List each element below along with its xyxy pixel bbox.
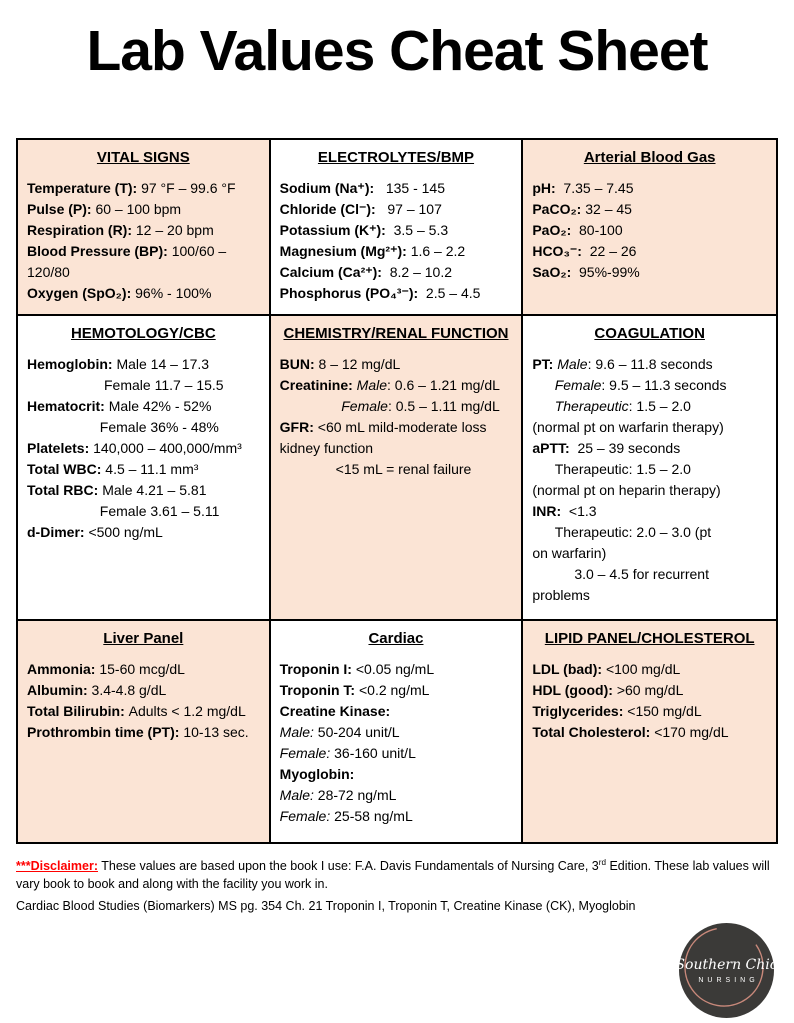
lab-line — [27, 178, 260, 199]
lab-line — [280, 283, 513, 304]
text-segment: <500 ng/mL — [88, 523, 163, 540]
lab-line — [280, 701, 513, 722]
lab-line — [27, 680, 260, 701]
text-segment: Pulse (P): — [27, 200, 96, 217]
lab-line — [27, 396, 260, 417]
brand-logo — [675, 923, 778, 1018]
lab-line — [532, 522, 767, 543]
cell-header-vital-signs: VITAL SIGNS — [96, 149, 190, 166]
lab-line — [532, 178, 767, 199]
text-segment: aPTT: — [532, 439, 574, 456]
text-segment: PT: — [532, 355, 558, 372]
text-segment: 96% - 100% — [135, 284, 212, 301]
text-segment: Female 11.7 – 15.5 — [104, 376, 224, 393]
cell-body — [532, 354, 767, 606]
text-segment: d-Dimer: — [27, 523, 89, 540]
text-segment: Male — [356, 376, 388, 393]
text-segment: Male 4.21 – 5.81 — [102, 481, 207, 498]
text-segment: on warfarin) — [532, 544, 607, 561]
text-segment: Chloride (Cl⁻): — [279, 200, 380, 217]
text-segment: Phosphorus (PO₄³⁻): — [279, 284, 423, 301]
text-segment: Female 3.61 – 5.11 — [99, 502, 220, 519]
text-segment: Female — [554, 376, 602, 393]
text-segment: Sodium (Na⁺): — [279, 179, 379, 196]
cell-coagulation — [523, 316, 776, 621]
text-segment: Temperature (T): — [27, 179, 142, 196]
text-segment: : 0.5 – 1.11 mg/dL — [387, 397, 500, 414]
lab-line — [532, 543, 767, 564]
text-segment: 2.5 – 4.5 — [422, 284, 481, 301]
text-segment: <60 mL mild-moderate loss — [317, 418, 487, 435]
text-segment: 95%-99% — [575, 263, 640, 280]
cell-body — [280, 659, 513, 827]
text-segment: Total Bilirubin: — [27, 702, 129, 719]
text-segment: GFR: — [279, 418, 318, 435]
lab-line — [532, 680, 767, 701]
lab-line — [532, 480, 767, 501]
text-segment: rd — [598, 858, 606, 867]
text-segment: : 1.5 – 2.0 — [628, 397, 691, 414]
text-segment: HCO₃⁻: — [532, 242, 586, 259]
cell-body — [27, 178, 260, 304]
text-segment: Triglycerides: — [532, 702, 628, 719]
text-segment: 140,000 – 400,000/mm³ — [93, 439, 242, 456]
lab-line — [27, 501, 260, 522]
text-segment: <170 mg/dL — [654, 723, 729, 740]
lab-line — [27, 438, 260, 459]
text-segment: 22 – 26 — [585, 242, 637, 259]
lab-line — [532, 438, 767, 459]
text-segment: kidney function — [279, 439, 374, 456]
lab-line — [27, 459, 260, 480]
lab-line — [280, 659, 513, 680]
text-segment: : 9.5 – 11.3 seconds — [601, 376, 727, 393]
lab-line — [27, 241, 260, 262]
text-segment: Male 42% - 52% — [108, 397, 212, 414]
text-segment: 3.4-4.8 g/dL — [91, 681, 167, 698]
lab-line — [280, 722, 513, 743]
text-segment: Ammonia: — [27, 660, 100, 677]
text-segment: 80-100 — [575, 221, 623, 238]
text-segment: 4.5 – 11.1 mm³ — [105, 460, 199, 477]
text-segment: Troponin T: — [279, 681, 359, 698]
lab-line — [280, 417, 513, 438]
text-segment: ***Disclaimer: — [16, 859, 98, 874]
text-segment: Troponin I: — [279, 660, 356, 677]
lab-line — [532, 354, 767, 375]
lab-line — [27, 354, 260, 375]
lab-line — [532, 417, 767, 438]
text-segment: Total Cholesterol: — [532, 723, 655, 740]
disclaimer-paragraph — [16, 898, 778, 916]
lab-line — [280, 396, 513, 417]
lab-line — [27, 375, 260, 396]
text-segment: 25 – 39 seconds — [573, 439, 681, 456]
cell-body — [532, 659, 767, 743]
text-segment: SaO₂: — [532, 263, 576, 280]
text-segment: Potassium (K⁺): — [279, 221, 390, 238]
text-segment: 32 – 45 — [585, 200, 632, 217]
text-segment: These values are based upon the book I use: F.A. Davis Fundamentals of Nursing Care, 3 — [98, 859, 599, 874]
lab-line — [280, 199, 513, 220]
lab-line — [27, 701, 260, 722]
text-segment: 28-72 ng/mL — [317, 786, 397, 803]
lab-line — [27, 283, 260, 304]
cell-body — [280, 354, 513, 480]
lab-line — [532, 564, 767, 585]
text-segment: Male 14 – 17.3 — [116, 355, 210, 372]
logo-brand-name: Southern Chic — [675, 957, 778, 973]
cell-cardiac — [271, 621, 524, 842]
lab-line — [280, 375, 513, 396]
text-segment: Cardiac Blood Studies (Biomarkers) MS pg. 354 Ch. 21 Troponin I, Troponin T, Creatine Kinase (CK), Myoglobin — [16, 899, 636, 914]
text-segment: HDL (good): — [532, 681, 617, 698]
lab-line — [280, 764, 513, 785]
disclaimer — [16, 857, 778, 916]
text-segment: (normal pt on warfarin therapy) — [532, 418, 724, 435]
text-segment: Prothrombin time (PT): — [27, 723, 184, 740]
text-segment: 25-58 ng/mL — [334, 807, 413, 824]
lab-line — [27, 262, 260, 283]
cell-liver-panel — [18, 621, 271, 842]
text-segment: <100 mg/dL — [605, 660, 681, 677]
text-segment: <1.3 — [565, 502, 597, 519]
text-segment: Myoglobin: — [279, 765, 355, 782]
text-segment: INR: — [532, 502, 565, 519]
lab-values-table — [16, 138, 778, 844]
lab-line — [280, 262, 513, 283]
text-segment: Adults < 1.2 mg/dL — [128, 702, 246, 719]
lab-line — [532, 459, 767, 480]
text-segment: 120/80 — [27, 263, 70, 280]
text-segment: : 0.6 – 1.21 mg/dL — [387, 376, 500, 393]
lab-line — [280, 354, 513, 375]
cell-header-liver-panel: Liver Panel — [103, 630, 184, 647]
text-segment: Therapeutic: 2.0 – 3.0 (pt — [554, 523, 712, 540]
text-segment: pH: — [532, 179, 560, 196]
text-segment: 7.35 – 7.45 — [559, 179, 634, 196]
text-segment: Hemoglobin: — [27, 355, 117, 372]
text-segment: Creatine Kinase: — [279, 702, 391, 719]
page-title: Lab Values Cheat Sheet — [86, 19, 708, 83]
text-segment: Therapeutic — [554, 397, 629, 414]
text-segment: Creatinine: — [279, 376, 357, 393]
text-segment: 135 - 145 — [378, 179, 445, 196]
text-segment: 8.2 – 10.2 — [385, 263, 453, 280]
lab-line — [532, 585, 767, 606]
logo-brand-sub: NURSING — [698, 977, 759, 984]
text-segment: BUN: — [279, 355, 319, 372]
cell-electrolytes-bmp — [271, 140, 524, 316]
text-segment: Calcium (Ca²⁺): — [279, 263, 386, 280]
text-segment: <150 mg/dL — [627, 702, 702, 719]
cell-body — [27, 659, 260, 743]
cell-body — [27, 354, 260, 543]
text-segment: Total WBC: — [27, 460, 106, 477]
lab-line — [532, 375, 767, 396]
text-segment: 10-13 sec. — [183, 723, 249, 740]
cell-hematology-cbc — [18, 316, 271, 621]
text-segment: Hematocrit: — [27, 397, 109, 414]
lab-line — [280, 743, 513, 764]
text-segment: Female: — [279, 807, 335, 824]
cell-header-arterial-blood-gas: Arterial Blood Gas — [583, 149, 716, 166]
text-segment: >60 mg/dL — [616, 681, 684, 698]
text-segment: Edition. These lab values will vary book to book and along with the facility you work in. — [16, 859, 770, 891]
text-segment: Male: — [279, 786, 318, 803]
text-segment: Albumin: — [27, 681, 92, 698]
lab-line — [27, 220, 260, 241]
cell-header-coagulation: COAGULATION — [594, 325, 705, 342]
cell-header-chemistry-renal-function: CHEMISTRY/RENAL FUNCTION — [283, 325, 509, 342]
lab-line — [280, 178, 513, 199]
text-segment: Female: — [279, 744, 335, 761]
lab-line — [280, 220, 513, 241]
text-segment: 12 – 20 bpm — [135, 221, 214, 238]
lab-line — [280, 680, 513, 701]
lab-line — [532, 199, 767, 220]
text-segment: PaO₂: — [532, 221, 576, 238]
text-segment: PaCO₂: — [532, 200, 586, 217]
text-segment: Male: — [279, 723, 318, 740]
lab-line — [532, 241, 767, 262]
lab-line — [280, 806, 513, 827]
text-segment: 1.6 – 2.2 — [410, 242, 466, 259]
text-segment: LDL (bad): — [532, 660, 606, 677]
cell-body — [532, 178, 767, 283]
text-segment: 15-60 mcg/dL — [99, 660, 185, 677]
text-segment: Female — [341, 397, 388, 414]
cell-body — [280, 178, 513, 304]
text-segment: <15 mL = renal failure — [335, 460, 472, 477]
lab-line — [27, 722, 260, 743]
text-segment: 3.5 – 5.3 — [389, 221, 449, 238]
text-segment: 60 – 100 bpm — [95, 200, 182, 217]
text-segment: <0.2 ng/mL — [358, 681, 430, 698]
text-segment: Blood Pressure (BP): — [27, 242, 172, 259]
lab-line — [532, 501, 767, 522]
text-segment: 100/60 – — [171, 242, 227, 259]
lab-line — [532, 701, 767, 722]
lab-line — [280, 459, 513, 480]
text-segment: 8 – 12 mg/dL — [318, 355, 401, 372]
text-segment: (normal pt on heparin therapy) — [532, 481, 721, 498]
lab-line — [532, 396, 767, 417]
lab-line — [532, 659, 767, 680]
text-segment: Oxygen (SpO₂): — [27, 284, 136, 301]
text-segment: Respiration (R): — [27, 221, 136, 238]
lab-line — [27, 659, 260, 680]
text-segment: <0.05 ng/mL — [355, 660, 435, 677]
lab-line — [532, 722, 767, 743]
text-segment: problems — [532, 586, 590, 603]
cell-header-cardiac: Cardiac — [368, 630, 424, 647]
lab-line — [532, 262, 767, 283]
text-segment: Male — [557, 355, 588, 372]
text-segment: Magnesium (Mg²⁺): — [279, 242, 411, 259]
cell-header-electrolytes-bmp: ELECTROLYTES/BMP — [317, 149, 475, 166]
lab-line — [280, 438, 513, 459]
text-segment: Therapeutic: 1.5 – 2.0 — [554, 460, 691, 477]
lab-line — [27, 522, 260, 543]
cell-chemistry-renal-function — [271, 316, 524, 621]
text-segment: Female 36% - 48% — [99, 418, 219, 435]
text-segment: : 9.6 – 11.8 seconds — [587, 355, 713, 372]
cell-vital-signs — [18, 140, 271, 316]
text-segment: Platelets: — [27, 439, 94, 456]
text-segment: 97 – 107 — [379, 200, 442, 217]
lab-line — [27, 417, 260, 438]
cell-header-hematology-cbc: HEMOTOLOGY/CBC — [70, 325, 216, 342]
cell-header-lipid-panel-cholesterol: LIPID PANEL/CHOLESTEROL — [544, 630, 755, 647]
disclaimer-paragraph — [16, 857, 778, 893]
lab-line — [532, 220, 767, 241]
lab-line — [280, 241, 513, 262]
text-segment: 3.0 – 4.5 for recurrent — [574, 565, 709, 582]
cell-arterial-blood-gas — [523, 140, 776, 316]
text-segment: 50-204 unit/L — [317, 723, 400, 740]
text-segment: 36-160 unit/L — [334, 744, 416, 761]
text-segment: Total RBC: — [27, 481, 103, 498]
text-segment: 97 °F – 99.6 °F — [141, 179, 236, 196]
lab-line — [27, 480, 260, 501]
cell-lipid-panel-cholesterol — [523, 621, 776, 842]
lab-line — [280, 785, 513, 806]
lab-line — [27, 199, 260, 220]
